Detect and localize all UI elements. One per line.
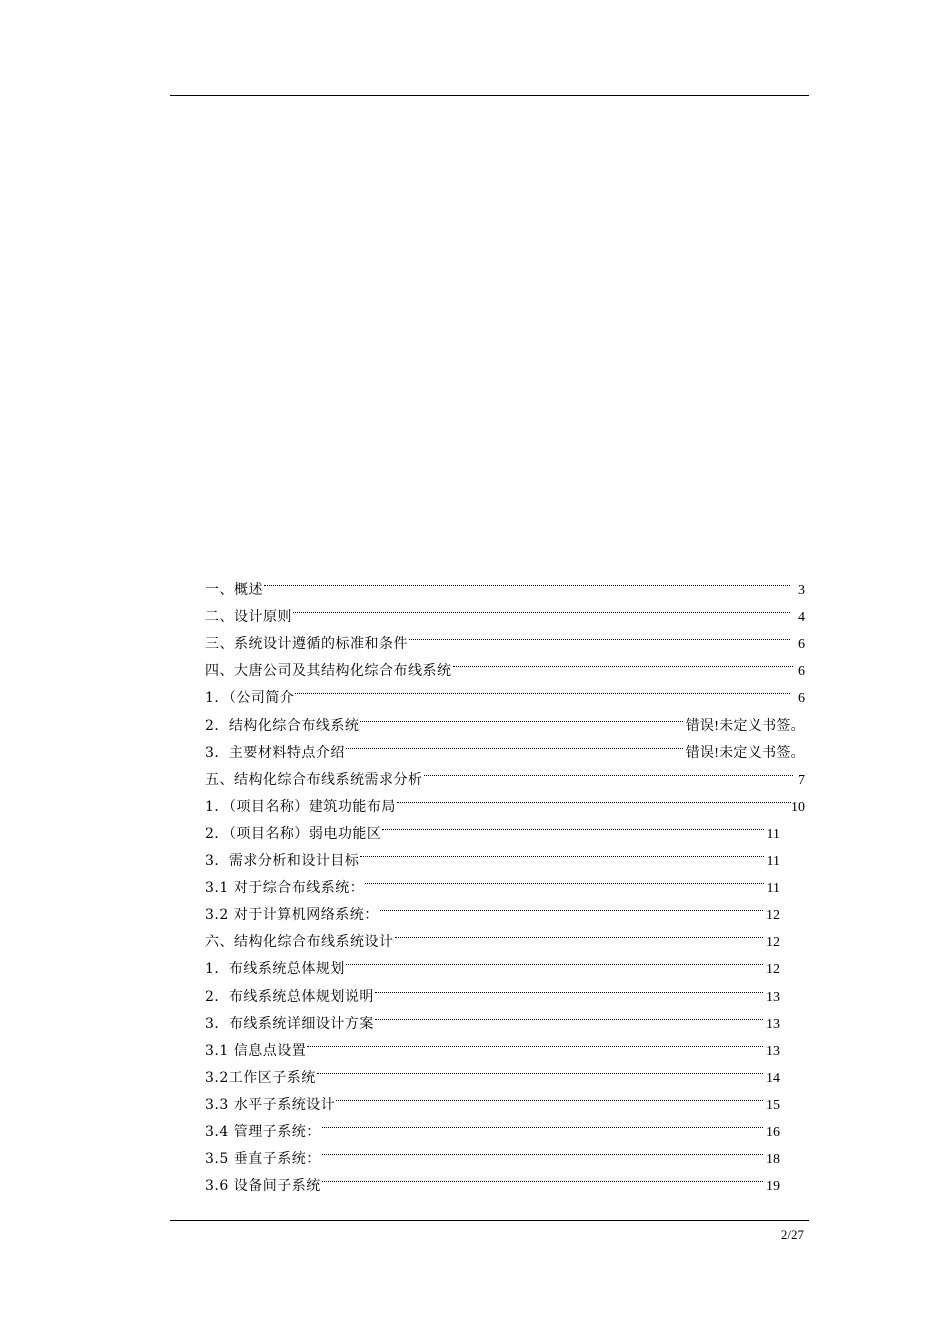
toc-entry-page: 6: [798, 664, 805, 680]
toc-entry-label: 1．（项目名称）建筑功能布局: [205, 798, 396, 815]
toc-entry-page-error: 错误!未定义书签。: [685, 745, 805, 761]
toc-entry-label: 2．（项目名称）弱电功能区: [205, 825, 382, 842]
toc-entry-label: 3.2 对于计算机网络系统：: [205, 907, 379, 924]
toc-entry-page: 12: [766, 908, 780, 924]
toc-entry[interactable]: [205, 567, 805, 599]
toc-entry-page: 19: [766, 1179, 780, 1195]
toc-entry-page: 3: [798, 583, 805, 599]
toc-entry-label: 3．主要材料特点介绍: [205, 744, 345, 761]
toc-entry-page: 6: [798, 691, 805, 707]
toc-entry-page: 11: [766, 854, 780, 870]
toc-entry-page: 7: [798, 772, 805, 788]
toc-entry-label: 3.3 水平子系统设计: [205, 1096, 336, 1113]
toc-dot-leader: [424, 757, 794, 784]
toc-entry-label: 3.6 设备间子系统: [205, 1178, 321, 1195]
toc-dot-leader: [322, 1163, 763, 1190]
toc-dot-leader: [317, 1055, 763, 1082]
toc-dot-leader: [322, 1136, 763, 1163]
toc-entry-label: 1．布线系统总体规划: [205, 961, 345, 978]
toc-entry-label: 四、大唐公司及其结构化综合布线系统: [205, 663, 452, 680]
toc-dot-leader: [360, 702, 682, 729]
toc-entry-label: 3．需求分析和设计目标: [205, 853, 360, 870]
toc-entry-page: 12: [766, 962, 780, 978]
toc-entry-page: 16: [766, 1124, 780, 1140]
toc-entry-page: 6: [798, 637, 805, 653]
toc-dot-leader: [360, 838, 763, 865]
toc-entry-label: 3.4 管理子系统：: [205, 1123, 321, 1140]
toc-entry-label: 2．布线系统总体规划说明: [205, 988, 374, 1005]
toc-entry-label: 3.1 信息点设置: [205, 1042, 307, 1059]
toc-entry-label: 五、结构化综合布线系统需求分析: [205, 771, 423, 788]
toc-dot-leader: [307, 1028, 763, 1055]
toc-entry-page: 11: [766, 881, 780, 897]
toc-dot-leader: [380, 892, 763, 919]
toc-dot-leader: [375, 1001, 763, 1028]
toc-entry-page-error: 错误!未定义书签。: [685, 718, 805, 734]
toc-dot-leader: [346, 946, 763, 973]
toc-entry-page: 4: [798, 610, 805, 626]
toc-entry[interactable]: [205, 594, 805, 626]
toc-entry[interactable]: [205, 702, 805, 734]
toc-dot-leader: [409, 621, 790, 648]
toc-dot-leader: [336, 1082, 763, 1109]
toc-dot-leader: [453, 648, 794, 675]
table-of-contents: [205, 567, 805, 1195]
toc-dot-leader: [382, 811, 763, 838]
toc-dot-leader: [395, 919, 764, 946]
toc-entry-label: 3．布线系统详细设计方案: [205, 1015, 374, 1032]
toc-entry-label: 2．结构化综合布线系统: [205, 717, 360, 734]
toc-dot-leader: [322, 1109, 763, 1136]
toc-entry-label: 三、系统设计遵循的标准和条件: [205, 636, 408, 653]
toc-entry-label: 一、概述: [205, 582, 263, 599]
toc-entry-page: 14: [766, 1070, 780, 1086]
toc-dot-leader: [295, 675, 790, 702]
toc-dot-leader: [346, 730, 683, 757]
page-indicator: 2/27: [780, 1227, 804, 1242]
toc-entry-label: 1．（公司简介: [205, 690, 295, 707]
toc-entry-page: 12: [766, 935, 780, 951]
toc-dot-leader: [365, 865, 763, 892]
toc-entry-label: 3.5 垂直子系统：: [205, 1151, 321, 1168]
toc-dot-leader: [397, 784, 791, 811]
toc-entry[interactable]: [205, 675, 805, 707]
footer-rule: [170, 1220, 809, 1221]
toc-entry-page: 11: [766, 826, 780, 842]
toc-dot-leader: [264, 567, 790, 594]
toc-entry-label: 3.2工作区子系统: [205, 1069, 316, 1086]
toc-dot-leader: [375, 973, 763, 1000]
toc-entry-label: 3.1 对于综合布线系统：: [205, 880, 365, 897]
toc-entry[interactable]: [205, 621, 805, 653]
toc-entry-page: 13: [766, 989, 780, 1005]
toc-entry-page: 10: [791, 799, 805, 815]
toc-entry-page: 15: [766, 1097, 780, 1113]
header-rule: [170, 95, 809, 96]
toc-entry-page: 13: [766, 1016, 780, 1032]
toc-entry-page: 13: [766, 1043, 780, 1059]
toc-entry-label: 二、设计原则: [205, 609, 292, 626]
toc-entry-page: 18: [766, 1152, 780, 1168]
toc-dot-leader: [293, 594, 790, 621]
toc-entry-label: 六、结构化综合布线系统设计: [205, 934, 394, 951]
